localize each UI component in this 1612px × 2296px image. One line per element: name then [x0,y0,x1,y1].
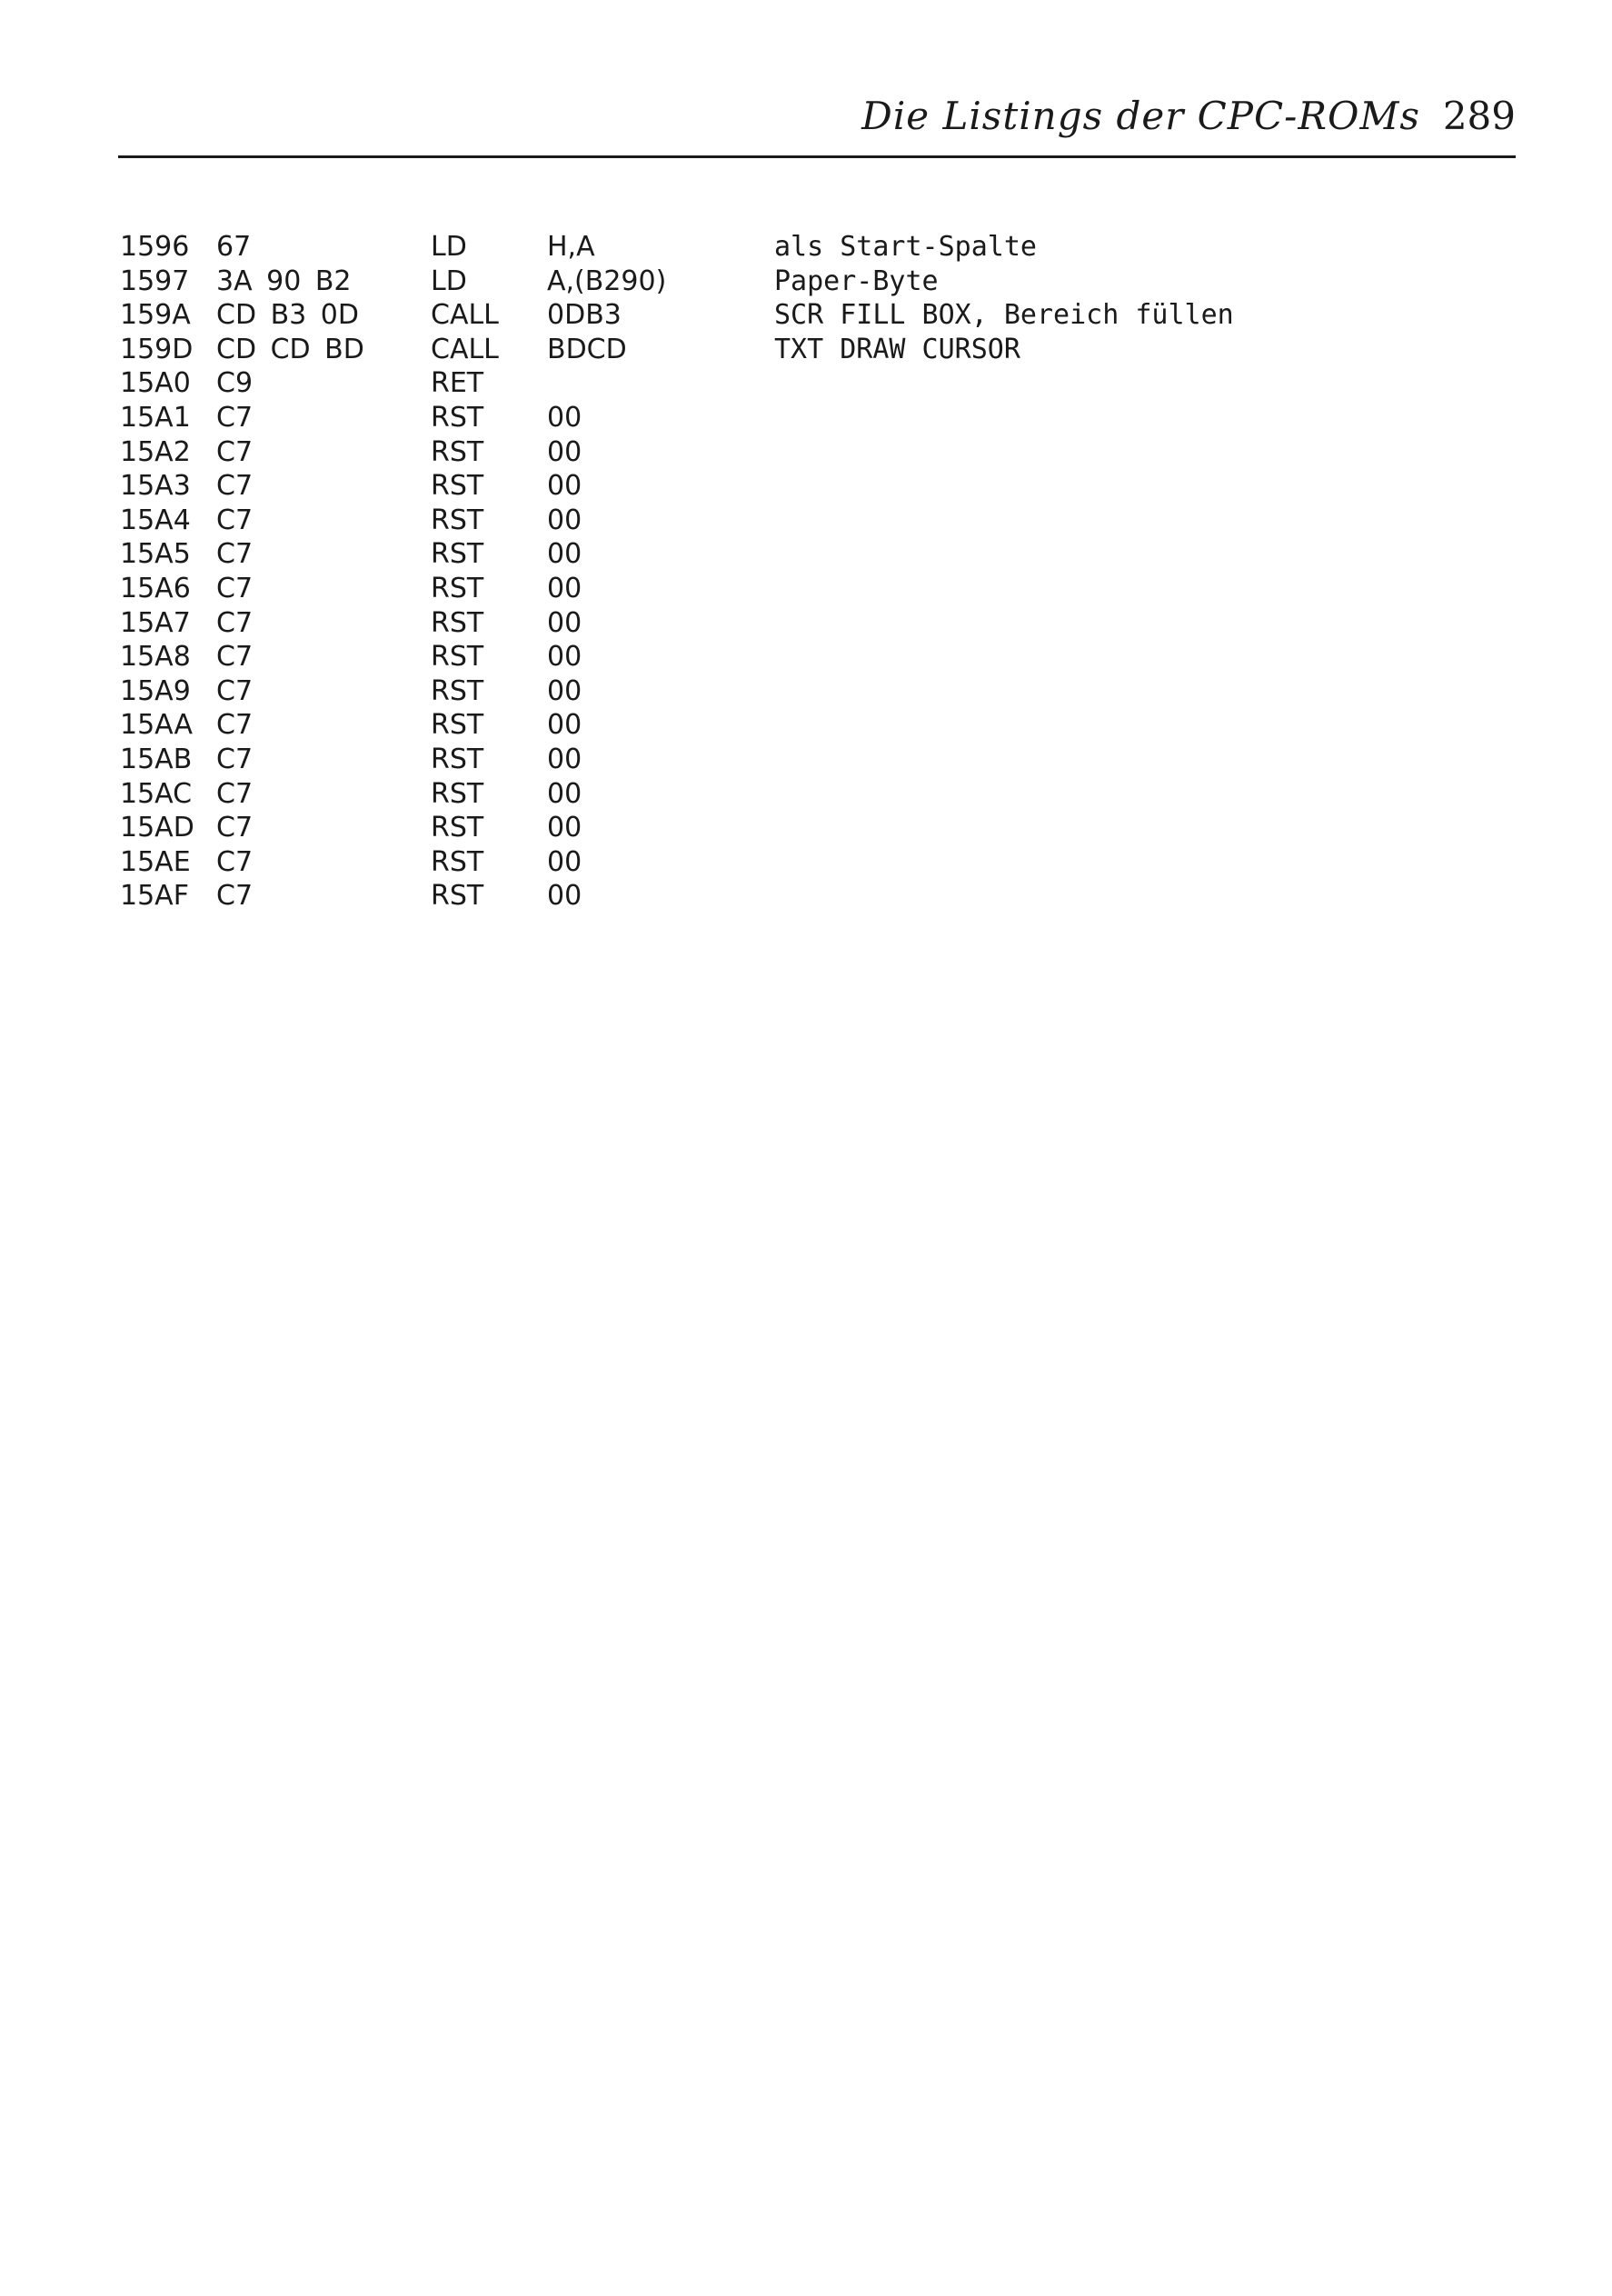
listing-address: 159A [120,299,191,332]
listing-operand: 00 [547,777,582,810]
listing-comment: als Start-Spalte [774,231,1037,263]
listing-address: 15AA [120,709,194,742]
listing-bytes: 3A 90 B2 [216,265,352,297]
listing-row [120,572,1483,606]
listing-operand: A,(B290) [547,265,667,297]
listing-address: 1597 [120,265,190,297]
listing-mnemonic: RST [431,606,484,639]
listing-bytes: C7 [216,777,254,810]
listing-address: 15A6 [120,572,191,604]
assembly-listing [120,230,1483,913]
running-title: Die Listings der CPC-ROMs [861,94,1420,138]
listing-mnemonic: LD [431,265,467,297]
listing-address: 15A9 [120,674,191,707]
listing-operand: 00 [547,674,582,707]
listing-row [120,537,1483,572]
listing-bytes: C9 [216,367,254,400]
page-number: 289 [1442,94,1516,138]
listing-bytes: C7 [216,674,254,707]
listing-mnemonic: RST [431,777,484,810]
listing-bytes: C7 [216,641,254,674]
listing-row [120,640,1483,674]
listing-address: 15A4 [120,504,191,536]
listing-mnemonic: RST [431,572,484,604]
listing-row [120,469,1483,504]
listing-bytes: C7 [216,606,254,639]
header-rule [118,155,1516,158]
listing-operand: 00 [547,709,582,742]
listing-mnemonic: RST [431,709,484,742]
listing-bytes: C7 [216,401,254,434]
listing-mnemonic: RST [431,538,484,571]
listing-bytes: C7 [216,538,254,571]
listing-operand: 00 [547,743,582,775]
listing-address: 15A8 [120,641,191,674]
listing-bytes: C7 [216,845,254,878]
listing-mnemonic: RST [431,401,484,434]
listing-address: 15A7 [120,606,191,639]
listing-operand: 0DB3 [547,299,622,332]
listing-address: 15AB [120,743,193,775]
listing-bytes: C7 [216,435,254,468]
listing-address: 15A1 [120,401,191,434]
listing-address: 15AE [120,845,191,878]
listing-mnemonic: CALL [431,299,499,332]
listing-mnemonic: CALL [431,333,499,365]
listing-row [120,743,1483,777]
listing-operand: 00 [547,845,582,878]
listing-bytes: C7 [216,709,254,742]
listing-row [120,811,1483,845]
listing-comment: Paper-Byte [774,265,939,297]
listing-address: 15A5 [120,538,191,571]
listing-bytes: CD CD BD [216,333,364,365]
listing-operand: 00 [547,401,582,434]
listing-bytes: C7 [216,812,254,844]
listing-mnemonic: LD [431,231,467,263]
listing-row [120,879,1483,913]
listing-row [120,366,1483,401]
listing-mnemonic: RST [431,845,484,878]
listing-mnemonic: RST [431,674,484,707]
listing-row [120,230,1483,265]
listing-address: 15AC [120,777,193,810]
listing-operand: 00 [547,812,582,844]
listing-bytes: C7 [216,470,254,503]
listing-row [120,401,1483,435]
listing-comment: SCR FILL BOX, Bereich füllen [774,299,1234,332]
listing-address: 15AF [120,880,189,913]
listing-row [120,708,1483,743]
listing-bytes: 67 [216,231,252,263]
listing-operand: BDCD [547,333,627,365]
listing-operand: 00 [547,435,582,468]
listing-mnemonic: RET [431,367,484,400]
listing-address: 15AD [120,812,194,844]
listing-address: 15A3 [120,470,191,503]
listing-mnemonic: RST [431,435,484,468]
listing-address: 1596 [120,231,190,263]
listing-mnemonic: RST [431,504,484,536]
listing-operand: 00 [547,572,582,604]
listing-bytes: C7 [216,880,254,913]
page-header [118,86,1516,159]
listing-operand: 00 [547,470,582,503]
listing-bytes: C7 [216,743,254,775]
listing-address: 159D [120,333,194,365]
listing-bytes: C7 [216,504,254,536]
listing-row [120,777,1483,812]
listing-mnemonic: RST [431,641,484,674]
listing-bytes: C7 [216,572,254,604]
listing-operand: 00 [547,606,582,639]
listing-address: 15A0 [120,367,191,400]
listing-operand: 00 [547,880,582,913]
listing-mnemonic: RST [431,812,484,844]
listing-row [120,606,1483,641]
listing-comment: TXT DRAW CURSOR [774,333,1020,365]
listing-address: 15A2 [120,435,191,468]
listing-row [120,674,1483,709]
listing-row [120,265,1483,299]
listing-mnemonic: RST [431,470,484,503]
listing-row [120,298,1483,333]
listing-operand: 00 [547,538,582,571]
listing-mnemonic: RST [431,743,484,775]
listing-mnemonic: RST [431,880,484,913]
listing-row [120,333,1483,367]
listing-operand: H,A [547,231,595,263]
listing-row [120,845,1483,880]
listing-operand: 00 [547,504,582,536]
listing-operand: 00 [547,641,582,674]
listing-row [120,504,1483,538]
listing-bytes: CD B3 0D [216,299,359,332]
listing-row [120,435,1483,470]
